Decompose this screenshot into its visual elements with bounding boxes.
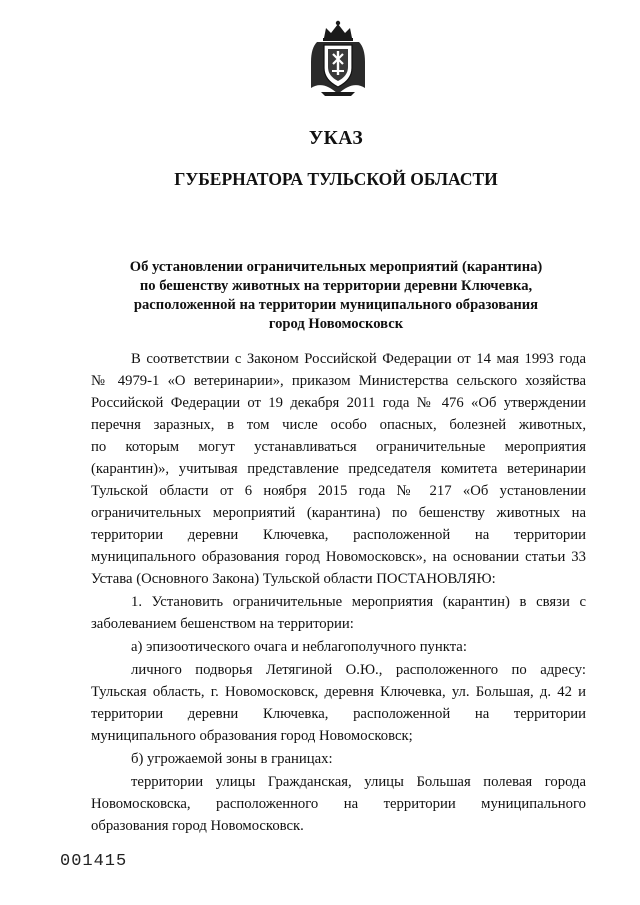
body-line: Тульской области от 6 ноября 2015 года № 217 «Об установлении <box>91 483 586 499</box>
body-line: личного подворья Летягиной О.Ю., расположенного по адресу: <box>131 662 586 678</box>
body-line: Новомосковска, расположенного на территории муниципального <box>91 796 586 812</box>
document-serial-number: 001415 <box>60 852 128 871</box>
body-line: муниципального образования город Новомосковск; <box>91 728 413 744</box>
document-issuer: ГУБЕРНАТОРА ТУЛЬСКОЙ ОБЛАСТИ <box>174 169 498 189</box>
body-line: муниципального образования город Новомосковск», на основании статьи 33 <box>91 549 586 565</box>
body-line: Российской Федерации от 19 декабря 2011 года № 476 «Об утверждении <box>91 395 586 411</box>
heading-line: город Новомосковск <box>268 316 404 332</box>
heading-line: по бешенству животных на территории деревни Ключевка, <box>139 278 533 294</box>
body-line: В соответствии с Законом Российской Федерации от 14 мая 1993 года <box>131 351 586 367</box>
body-line: ограничительных мероприятий (карантина) по бешенству животных на <box>91 505 586 521</box>
heading-line: Об установлении ограничительных мероприятий (карантина) <box>129 259 543 275</box>
body-line: территории улицы Гражданская, улицы Большая полевая города <box>131 774 586 790</box>
body-line: по которым могут устанавливаться ограничительные мероприятия <box>91 439 586 455</box>
body-line: территории деревни Ключевка, расположенной на территории <box>91 706 586 722</box>
body-line: заболеванием бешенством на территории: <box>91 616 354 632</box>
body-line: № 4979-1 «О ветеринарии», приказом Министерства сельского хозяйства <box>91 373 586 389</box>
body-line: (карантин)», учитывая представление председателя комитета ветеринарии <box>91 461 586 477</box>
body-line: образования город Новомосковск. <box>91 818 304 834</box>
body-line: Тульская область, г. Новомосковск, деревня Ключевка, ул. Большая, д. 42 и <box>91 684 586 700</box>
document-heading <box>0 258 640 334</box>
body-line: Устава (Основного Закона) Тульской области ПОСТАНОВЛЯЮ: <box>91 571 496 587</box>
coat-of-arms-icon <box>307 18 369 98</box>
body-line: б) угрожаемой зоны в границах: <box>131 751 333 767</box>
body-line: 1. Установить ограничительные мероприятия (карантин) в связи с <box>131 594 586 610</box>
body-line: перечня заразных, в том числе особо опасных, болезней животных, <box>91 417 586 433</box>
body-line: территории деревни Ключевка, расположенной на территории <box>91 527 586 543</box>
heading-line: расположенной на территории муниципального образования <box>133 297 539 313</box>
document-title: УКАЗ <box>308 128 364 149</box>
body-line: а) эпизоотического очага и неблагополучного пункта: <box>131 639 467 655</box>
